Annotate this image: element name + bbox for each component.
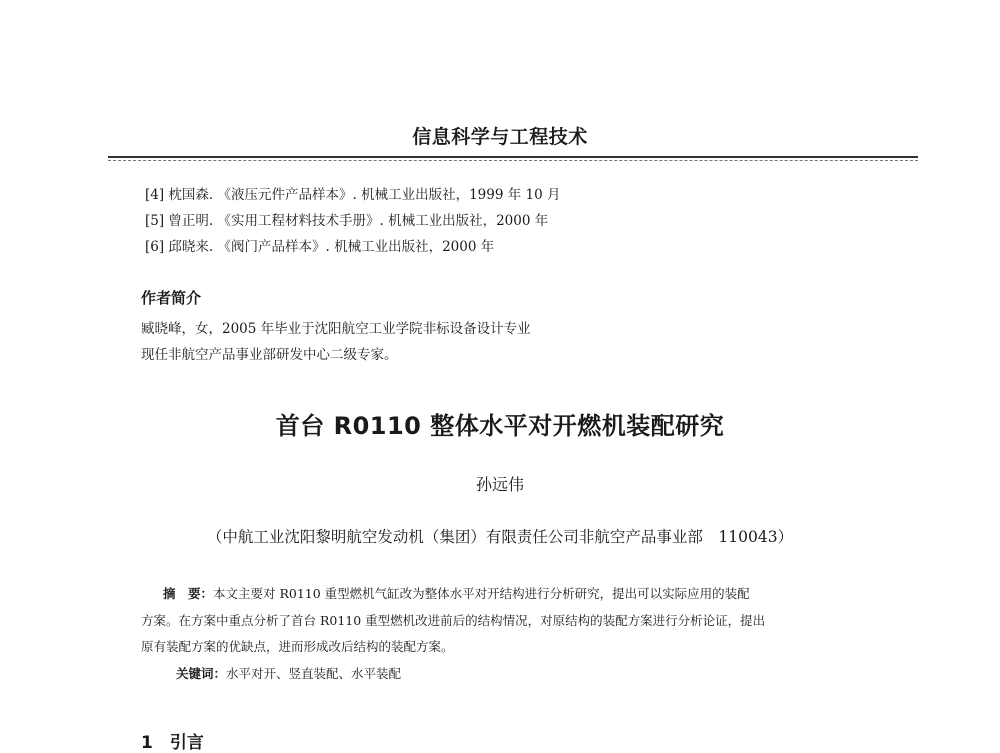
keywords-text: 水平对开、竖直装配、水平装配 xyxy=(226,666,402,681)
header-rule xyxy=(108,156,918,158)
journal-section-title: 信息科学与工程技术 xyxy=(412,126,588,148)
reference-item: [4] 枕国森. 《液压元件产品样本》. 机械工业出版社，1999 年 10 月 xyxy=(145,187,561,203)
section-heading: 1 引言 xyxy=(141,733,204,753)
paper-author: 孙远伟 xyxy=(475,475,524,494)
reference-item: [6] 邱晓来. 《阀门产品样本》. 机械工业出版社，2000 年 xyxy=(145,239,495,255)
reference-item: [5] 曾正明. 《实用工程材料技术手册》. 机械工业出版社，2000 年 xyxy=(145,213,549,229)
header-rule-thin xyxy=(108,160,918,161)
author-affiliation: （中航工业沈阳黎明航空发动机（集团）有限责任公司非航空产品事业部 110043） xyxy=(206,528,794,546)
abstract-line: 原有装配方案的优缺点，进而形成改后结构的装配方案。 xyxy=(141,639,454,654)
keywords-line xyxy=(176,664,401,682)
abstract-text: 本文主要对 R0110 重型燃机气缸改为整体水平对开结构进行分析研究，提出可以实际应用的装配 xyxy=(213,586,750,601)
abstract-line xyxy=(163,584,750,602)
abstract-label: 摘 要： xyxy=(163,586,214,601)
abstract-line: 方案。在方案中重点分析了首台 R0110 重型燃机改进前后的结构情况，对原结构的装配方案进行分析论证，提出 xyxy=(141,613,766,628)
author-intro-line: 现任非航空产品事业部研发中心二级专家。 xyxy=(141,347,398,363)
paper-title: 首台 R0110 整体水平对开燃机装配研究 xyxy=(275,412,725,440)
author-intro-line: 臧晓峰，女，2005 年毕业于沈阳航空工业学院非标设备设计专业 xyxy=(141,321,531,337)
keywords-label: 关键词： xyxy=(176,666,227,681)
author-intro-heading: 作者简介 xyxy=(141,289,202,307)
